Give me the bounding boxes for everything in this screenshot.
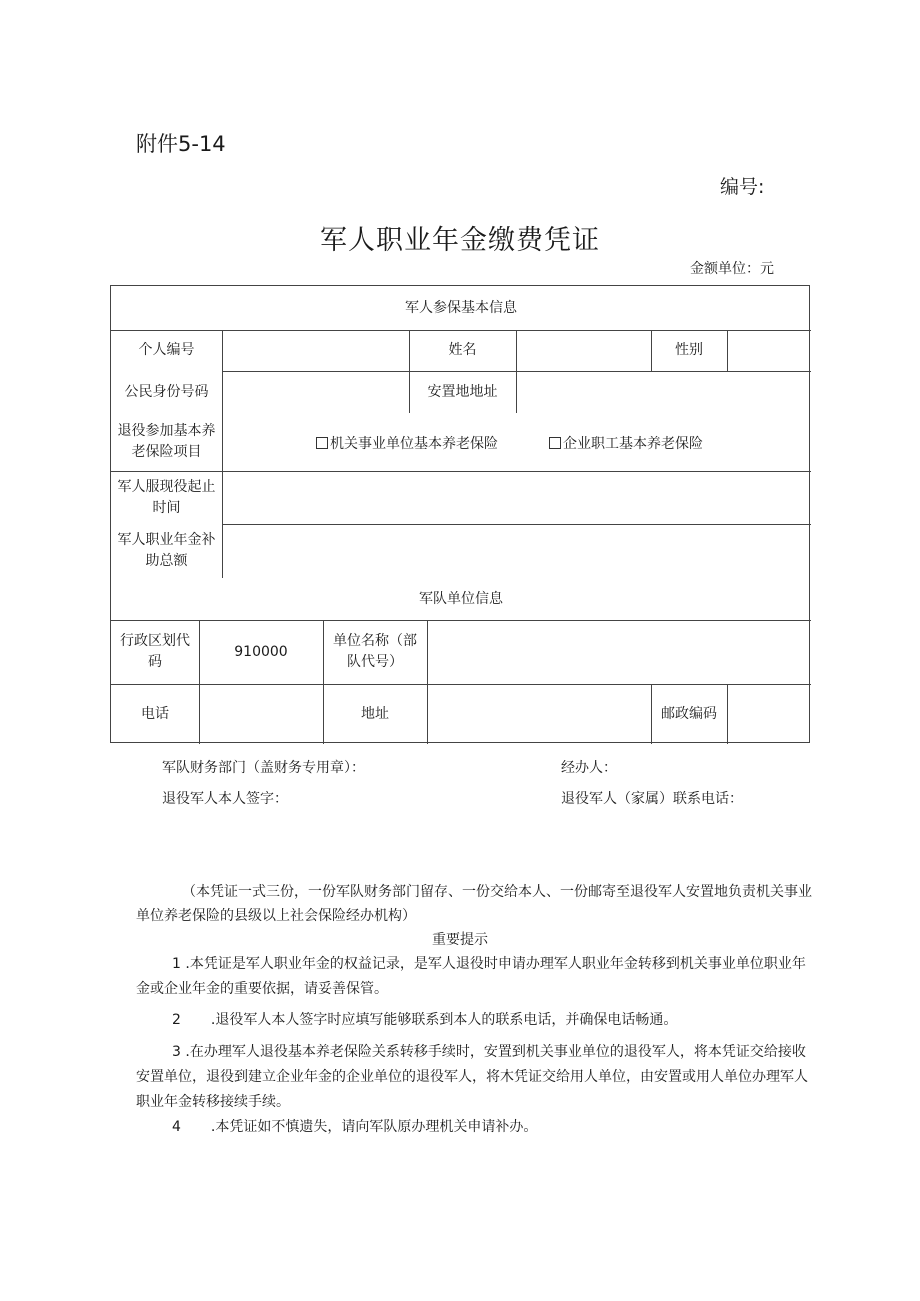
tips-title: 重要提示 [432,932,488,948]
phone-label: 电话 [141,705,169,722]
handler-label: 经办人： [561,760,617,776]
unit-address-label: 地址 [361,705,389,722]
unit-name-label: 单位名称（部队代号） [333,633,417,670]
address-field[interactable] [516,371,811,413]
section-unit-info: 军队单位信息 [419,590,503,607]
name-field[interactable] [516,330,651,371]
subsidy-total-field[interactable] [222,524,811,578]
postcode-field[interactable] [727,684,811,744]
serial-number-label: 编号: [720,176,765,198]
tip-item-3: 3 .在办理军人退役基本养老保险关系转移手续时，安置到机关事业单位的退役军人，将本凭证交给接收安置单位，退役到建立企业年金的企业单位的退役军人，将木凭证交给用人单位，由安置或用人单位办理军人职业年金转移接续手续。 [136,1044,808,1110]
voucher-form [110,285,810,743]
address-label: 安置地地址 [427,383,498,400]
tip-item-2: 2 .退役军人本人签字时应填写能够联系到本人的联系电话，并确保电话畅通。 [172,1012,678,1028]
subsidy-total-label: 军人职业年金补助总额 [117,532,216,569]
service-period-field[interactable] [222,471,811,524]
region-code-value: 910000 [234,643,288,660]
option-institution-pension[interactable]: 机关事业单位基本养老保险 [316,433,498,453]
gender-field[interactable] [727,330,811,371]
id-number-label: 公民身份号码 [124,383,209,400]
region-code-label: 行政区划代码 [120,633,190,670]
id-number-field[interactable] [222,371,409,413]
postcode-label: 邮政编码 [661,705,717,722]
checkbox-icon[interactable] [316,437,328,449]
unit-address-field[interactable] [427,684,651,744]
service-period-label: 军人服现役起止时间 [117,478,216,516]
tip-item-1: 1 .本凭证是军人职业年金的权益记录，是军人退役时申请办理军人职业年金转移到机关事业单位职业年金或企业年金的重要依据，请妥善保管。 [136,956,806,997]
unit-name-field[interactable] [427,620,811,684]
attachment-number: 附件5-14 [136,132,226,156]
contact-phone-label: 退役军人（家属）联系电话： [561,791,743,807]
personal-number-field[interactable] [222,330,409,371]
section-basic-info: 军人参保基本信息 [405,299,517,316]
checkbox-icon[interactable] [549,437,561,449]
phone-field[interactable] [199,684,323,744]
option-enterprise-pension[interactable]: 企业职工基本养老保险 [549,433,703,453]
tip-item-4: 4 .本凭证如不慎遗失，请向军队原办理机关申请补办。 [172,1119,538,1135]
copies-note: （本凭证一式三份，一份军队财务部门留存、一份交给本人、一份邮寄至退役军人安置地负责机关事业单位养老保险的县级以上社会保险经办机构） [136,884,812,924]
veteran-signature-label: 退役军人本人签字： [162,791,288,807]
pension-project-label: 退役参加基本养老保险项目 [117,423,216,460]
amount-unit: 金额单位：元 [690,261,774,277]
gender-label: 性别 [675,342,703,358]
personal-number-label: 个人编号 [138,342,195,358]
name-label: 姓名 [448,342,477,358]
finance-dept-seal: 军队财务部门（盖财务专用章）： [162,760,365,776]
document-title: 军人职业年金缴费凭证 [320,225,600,256]
